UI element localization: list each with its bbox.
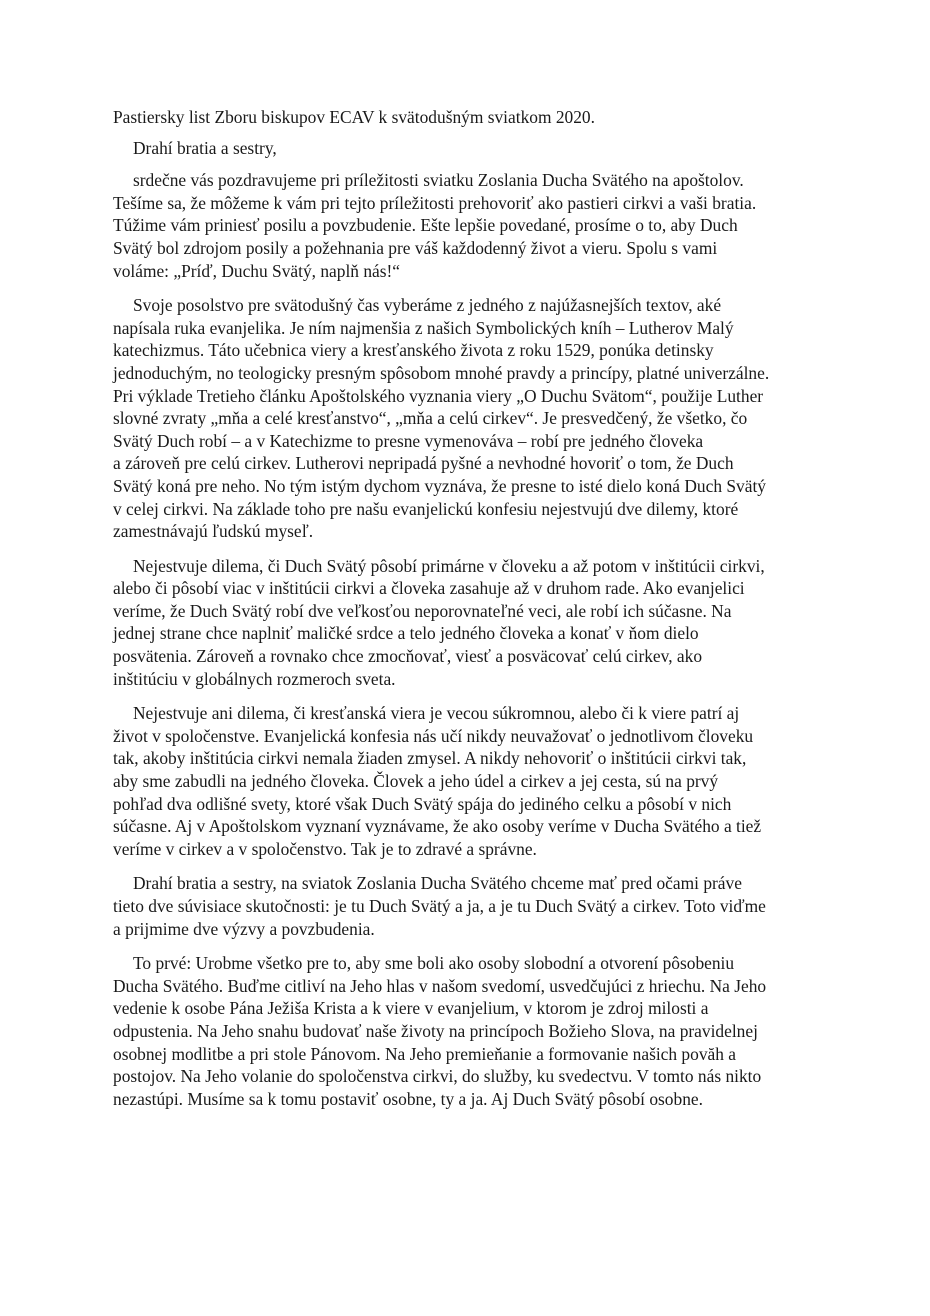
- paragraph-line: nezastúpi. Musíme sa k tomu postaviť osobne, ty a ja. Aj Duch Svätý pôsobí osobne.: [113, 1088, 703, 1109]
- document-page: [113, 106, 813, 1122]
- paragraph: [113, 169, 813, 282]
- paragraph-line: Nejestvuje ani dilema, či kresťanská viera je vecou súkromnou, alebo či k viere patrí aj: [133, 703, 740, 724]
- paragraph: [113, 702, 813, 860]
- paragraph-line: voláme: „Príď, Duchu Svätý, naplň nás!“: [113, 260, 401, 281]
- paragraph-line: jednej strane chce naplniť maličké srdce a telo jedného človeka a konať v ňom dielo: [113, 623, 699, 644]
- paragraph-line: To prvé: Urobme všetko pre to, aby sme boli ako osoby slobodní a otvorení pôsobeniu: [133, 953, 735, 974]
- paragraph-line: život v spoločenstve. Evanjelická konfesia nás učí nikdy neuvažovať o jednotlivom človeku: [113, 725, 754, 746]
- paragraph-line: v celej cirkvi. Na základe toho pre našu evanjelickú konfesiu nejestvujú dve dilemy, ktoré: [113, 498, 739, 519]
- paragraph-line: inštitúciu v globálnych rozmeroch sveta.: [113, 668, 396, 689]
- paragraph-line: Tešíme sa, že môžeme k vám pri tejto príležitosti prehovoriť ako pastieri cirkvi a vaši bratia.: [113, 192, 757, 213]
- paragraph-line: Svätý bol zdrojom posily a požehnania pre váš každodenný život a vieru. Spolu s vami: [113, 237, 718, 258]
- paragraph-line: súčasne. Aj v Apoštolskom vyznaní vyznávame, že ako osoby veríme v Ducha Svätého a tiež: [113, 816, 762, 837]
- document-title: Pastiersky list Zboru biskupov ECAV k svätodušným sviatkom 2020.: [113, 107, 595, 127]
- paragraph-line: Svätý koná pre neho. No tým istým dychom vyznáva, že presne to isté dielo koná Duch Svätý: [113, 475, 766, 496]
- paragraph-line: veríme, že Duch Svätý robí dve veľkosťou neporovnateľné veci, ale robí ich súčasne. Na: [113, 600, 732, 621]
- paragraph: [113, 872, 813, 940]
- paragraph-line: postojov. Na Jeho volanie do spoločenstva cirkvi, do služby, ku svedectvu. V tomto nás nikto: [113, 1066, 762, 1087]
- paragraph-line: jednoduchým, no teologicky presným spôsobom mnohé pravdy a princípy, platné univerzálne.: [113, 362, 770, 383]
- paragraph-line: Pri výklade Tretieho článku Apoštolského vyznania viery „O Duchu Svätom“, použije Luther: [113, 385, 764, 406]
- paragraph-line: tak, akoby inštitúcia cirkvi nemala žiaden zmysel. A nikdy nehovoriť o inštitúcii cirkvi tak,: [113, 748, 747, 769]
- paragraph-line: alebo či pôsobí viac v inštitúcii cirkvi a človeka zasahuje až v druhom rade. Ako evanjelici: [113, 578, 745, 599]
- paragraph: [113, 952, 813, 1110]
- paragraph-line: a prijmime dve výzvy a povzbudenia.: [113, 918, 375, 939]
- body-text: [113, 169, 813, 1110]
- paragraph-line: Svoje posolstvo pre svätodušný čas vyberáme z jedného z najúžasnejších textov, aké: [133, 295, 722, 316]
- paragraph-line: zamestnávajú ľudskú myseľ.: [113, 521, 314, 542]
- paragraph-line: veríme v cirkev a v spoločenstvo. Tak je to zdravé a správne.: [113, 838, 537, 859]
- paragraph-line: Túžime vám priniesť posilu a povzbudenie. Ešte lepšie povedané, prosíme o to, aby Duch: [113, 215, 738, 236]
- paragraph-line: slovné zvraty „mňa a celé kresťanstvo“, „mňa a celú cirkev“. Je presvedčený, že všetko, čo: [113, 408, 748, 429]
- paragraph-line: katechizmus. Táto učebnica viery a kresťanského života z roku 1529, ponúka detinsky: [113, 340, 714, 361]
- paragraph-line: osobnej modlitbe a pri stole Pánovom. Na Jeho premieňanie a formovanie našich povăh a: [113, 1043, 736, 1064]
- paragraph-line: napísala ruka evanjelika. Je ním najmenšia z našich Symbolických kníh – Lutherov Malý: [113, 317, 734, 338]
- paragraph-line: odpustenia. Na Jeho snahu budovať naše životy na princípoch Božieho Slova, na pravidelnej: [113, 1020, 758, 1041]
- paragraph: [113, 555, 813, 691]
- paragraph-line: Nejestvuje dilema, či Duch Svätý pôsobí primárne v človeku a až potom v inštitúcii cirkvi,: [133, 555, 765, 576]
- salutation: Drahí bratia a sestry,: [133, 137, 277, 158]
- paragraph: [113, 294, 813, 543]
- paragraph-line: pohľad dva odlišné svety, ktoré však Duch Svätý spája do jediného celku a pôsobí v nich: [113, 793, 732, 814]
- paragraph-line: srdečne vás pozdravujeme pri príležitosti sviatku Zoslania Ducha Svätého na apoštolov.: [133, 170, 744, 191]
- paragraph-line: Svätý Duch robí – a v Katechizme to presne vymenováva – robí pre jedného človeka: [113, 430, 704, 451]
- paragraph-line: posvätenia. Zároveň a rovnako chce zmocňovať, viesť a posväcovať celú cirkev, ako: [113, 646, 703, 667]
- paragraph-line: vedenie k osobe Pána Ježiša Krista a k viere v evanjelium, v ktorom je zdroj milosti a: [113, 998, 709, 1019]
- paragraph-line: a zároveň pre celú cirkev. Lutherovi nepripadá pyšné a nevhodné hovoriť o tom, že Duch: [113, 453, 734, 474]
- paragraph-line: aby sme zabudli na jedného človeka. Človek a jeho údel a cirkev a jej cesta, sú na prvý: [113, 771, 719, 792]
- paragraph-line: Ducha Svätého. Buďme citliví na Jeho hlas v našom svedomí, usvedčujúci z hriechu. Na Jeho: [113, 975, 767, 996]
- paragraph-line: Drahí bratia a sestry, na sviatok Zoslania Ducha Svätého chceme mať pred očami práve: [133, 873, 742, 894]
- paragraph-line: tieto dve súvisiace skutočnosti: je tu Duch Svätý a ja, a je tu Duch Svätý a cirkev. Toto viďme: [113, 896, 766, 916]
